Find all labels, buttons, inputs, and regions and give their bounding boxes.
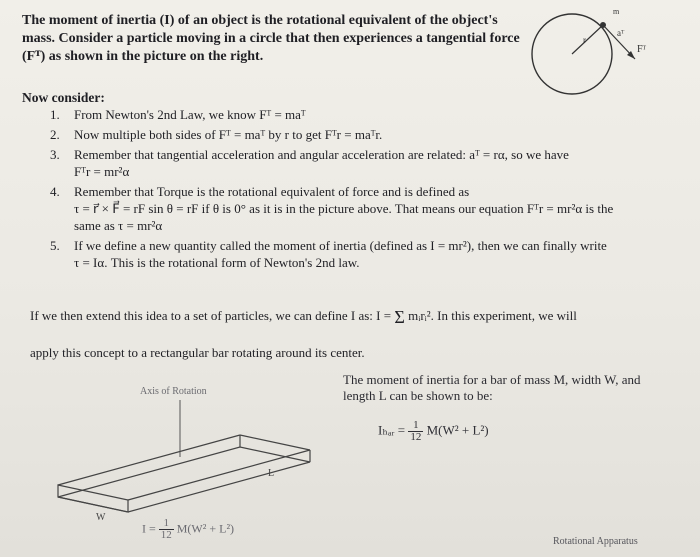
steps-list xyxy=(50,106,690,274)
fraction-denominator: 12 xyxy=(410,431,422,443)
step-text: From Newton's 2nd Law, we know Fᵀ = maᵀ xyxy=(74,107,306,122)
particle-set-paragraph xyxy=(30,307,680,327)
particle-set-text-end: mᵢrᵢ². In this experiment, we will xyxy=(408,308,577,323)
apparatus-caption: Rotational Apparatus xyxy=(553,536,638,547)
bar-concept-paragraph: apply this concept to a rectangular bar rotating around its center. xyxy=(30,345,365,360)
step-equation: τ = Iα. This is the rotational form of Newton's 2nd law. xyxy=(74,255,360,270)
bar-edge xyxy=(240,435,310,450)
step-item xyxy=(50,146,690,180)
step-number: 5. xyxy=(50,238,60,253)
step-item xyxy=(50,183,690,234)
step-text: If we define a new quantity called the moment of inertia (defined as I = mr²), then we can finally write xyxy=(74,238,607,253)
bar-edge xyxy=(128,450,310,500)
faded-fraction-denominator: 12 xyxy=(160,529,172,541)
step-text: Remember that Torque is the rotational equivalent of force and is defined as xyxy=(74,184,470,199)
length-label: L xyxy=(268,468,275,479)
mass-label: m xyxy=(613,7,620,16)
now-consider-heading: Now consider: xyxy=(22,90,105,105)
radius-label: r xyxy=(583,35,586,45)
step-text: Now multiple both sides of Fᵀ = maᵀ by r to get Fᵀr = maᵀr. xyxy=(74,127,383,142)
rectangular-bar-figure xyxy=(40,372,330,522)
faded-formula-lhs: I = xyxy=(142,521,156,536)
intro-paragraph: The moment of inertia (I) of an object is the rotational equivalent of the object's mass. Consider a particle moving in a circle that then experiences a tangential force (Fᵀ) as shown in the picture on the right. xyxy=(22,13,520,64)
step-item xyxy=(50,237,690,271)
formula-lhs: Iₕₐᵣ = xyxy=(378,422,406,438)
step-text: Remember that tangential acceleration and angular acceleration are related: aᵀ = rα, so we have xyxy=(74,147,569,162)
faded-formula-fraction xyxy=(159,518,174,541)
bar-edge xyxy=(58,435,240,485)
force-label: Fᵀ xyxy=(637,44,647,55)
formula-fraction xyxy=(408,420,423,443)
width-label: W xyxy=(96,512,106,522)
fraction-numerator: 1 xyxy=(408,420,423,432)
faded-fraction-numerator: 1 xyxy=(159,518,174,530)
moment-of-inertia-formula xyxy=(378,420,489,443)
step-number: 1. xyxy=(50,107,60,122)
summation-symbol: Σ xyxy=(394,307,405,327)
step-number: 4. xyxy=(50,184,60,199)
step-equation: Fᵀr = mr²α xyxy=(74,164,130,179)
step-number: 2. xyxy=(50,127,60,142)
bar-top-face xyxy=(58,447,310,512)
angle-label: aᵀ xyxy=(617,28,625,38)
step-equation: τ = r⃗ × F⃗ = rF sin θ = rF if θ is 0° as it is in the picture above. That means our equation Fᵀr = mr²α is the xyxy=(74,201,614,216)
step-equation: same as τ = mr²α xyxy=(74,218,163,233)
bar-caption: The moment of inertia for a bar of mass M, width W, and length L can be shown to be: xyxy=(343,372,641,403)
step-item xyxy=(50,126,690,143)
step-item xyxy=(50,106,690,123)
faded-formula-rhs: M(W² + L²) xyxy=(176,521,235,536)
formula-rhs: M(W² + L²) xyxy=(426,422,489,438)
particle-set-text: If we then extend this idea to a set of particles, we can define I as: I = xyxy=(30,308,392,323)
radius-line xyxy=(572,25,603,54)
bar-front-face xyxy=(58,485,128,512)
faded-formula xyxy=(142,518,234,541)
axis-of-rotation-label: Axis of Rotation xyxy=(140,386,207,397)
step-number: 3. xyxy=(50,147,60,162)
circular-motion-diagram xyxy=(527,4,687,100)
